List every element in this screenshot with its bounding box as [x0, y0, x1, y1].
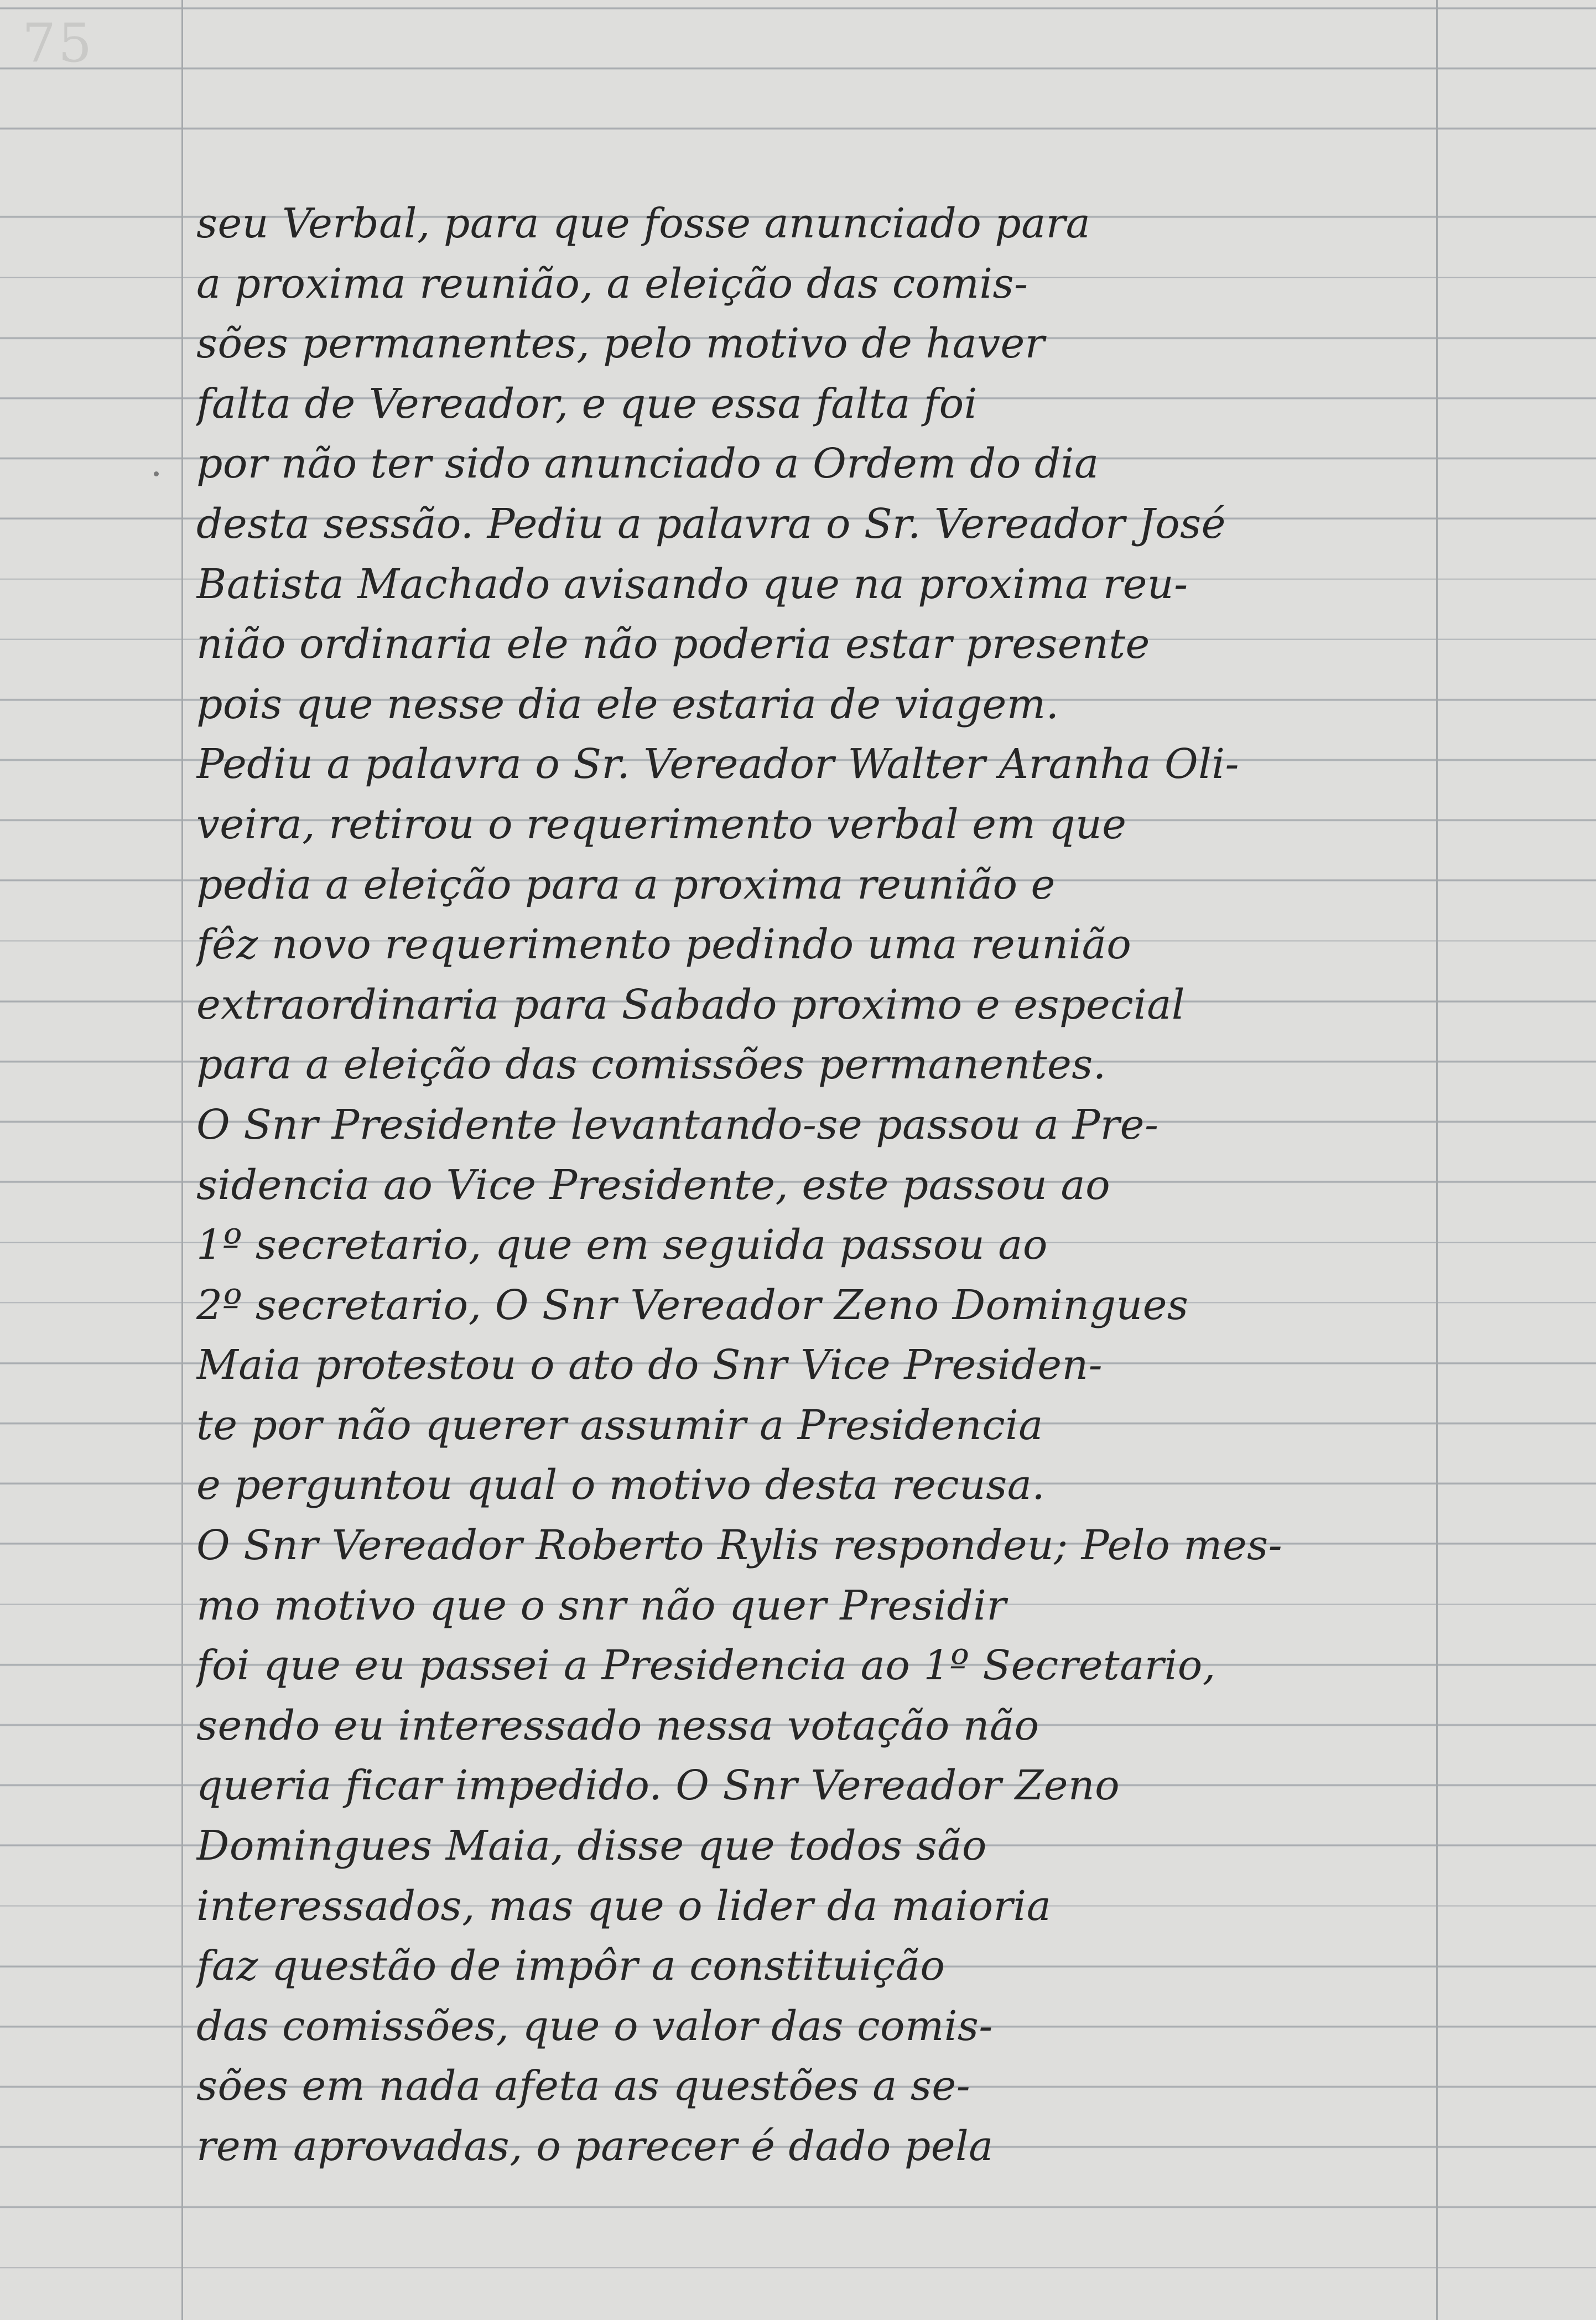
text-line: por não ter sido anunciado a Ordem do dia: [196, 440, 1099, 488]
text-line: O Snr Presidente levantando-se passou a Pre-: [196, 1101, 1159, 1149]
page-number: 75: [22, 12, 95, 74]
text-line: sões em nada afeta as questões a se-: [196, 2062, 971, 2110]
text-line: faz questão de impôr a constituição: [196, 1942, 945, 1990]
paper-mark: [154, 471, 159, 476]
text-line: e perguntou qual o motivo desta recusa.: [196, 1461, 1046, 1509]
text-line: sidencia ao Vice Presidente, este passou ao: [196, 1161, 1111, 1209]
text-line: 1º secretario, que em seguida passou ao: [196, 1221, 1048, 1269]
text-line: Pediu a palavra o Sr. Vereador Walter Aranha Oli-: [196, 740, 1240, 788]
left-margin-rule: [181, 0, 183, 2320]
text-line: falta de Vereador, e que essa falta foi: [196, 380, 978, 428]
text-line: nião ordinaria ele não poderia estar presente: [196, 620, 1150, 668]
text-line: pois que nesse dia ele estaria de viagem.: [196, 680, 1059, 728]
text-line: Batista Machado avisando que na proxima reu-: [196, 560, 1188, 608]
text-line: O Snr Vereador Roberto Rylis respondeu; Pelo mes-: [196, 1522, 1283, 1570]
text-line: das comissões, que o valor das comis-: [196, 2002, 993, 2050]
text-line: pedia a eleição para a proxima reunião e: [196, 860, 1056, 909]
text-line: rem aprovadas, o parecer é dado pela: [196, 2122, 994, 2170]
text-line: Maia protestou o ato do Snr Vice Presiden-: [196, 1341, 1103, 1389]
text-line: foi que eu passei a Presidencia ao 1º Secretario,: [196, 1642, 1216, 1690]
text-line: seu Verbal, para que fosse anunciado para: [196, 200, 1091, 247]
text-line: interessados, mas que o lider da maioria: [196, 1882, 1052, 1930]
text-line: a proxima reunião, a eleição das comis-: [196, 259, 1028, 308]
text-line: desta sessão. Pediu a palavra o Sr. Vereador José: [196, 500, 1226, 548]
text-line: veira, retirou o requerimento verbal em que: [196, 800, 1127, 848]
text-line: sendo eu interessado nessa votação não: [196, 1701, 1039, 1750]
text-line: mo motivo que o snr não quer Presidir: [196, 1581, 1007, 1629]
right-margin-rule: [1436, 0, 1438, 2320]
text-line: extraordinaria para Sabado proximo e especial: [196, 980, 1186, 1029]
text-line: queria ficar impedido. O Snr Vereador Zeno: [196, 1762, 1120, 1810]
text-line: fêz novo requerimento pedindo uma reunião: [196, 921, 1132, 969]
text-line: sões permanentes, pelo motivo de haver: [196, 320, 1045, 368]
text-line: 2º secretario, O Snr Vereador Zeno Domingues: [196, 1281, 1189, 1329]
text-line: Domingues Maia, disse que todos são: [196, 1822, 987, 1870]
handwritten-text-block: [196, 194, 1436, 2177]
text-line: para a eleição das comissões permanentes.: [196, 1041, 1106, 1089]
text-line: te por não querer assumir a Presidencia: [196, 1401, 1043, 1449]
